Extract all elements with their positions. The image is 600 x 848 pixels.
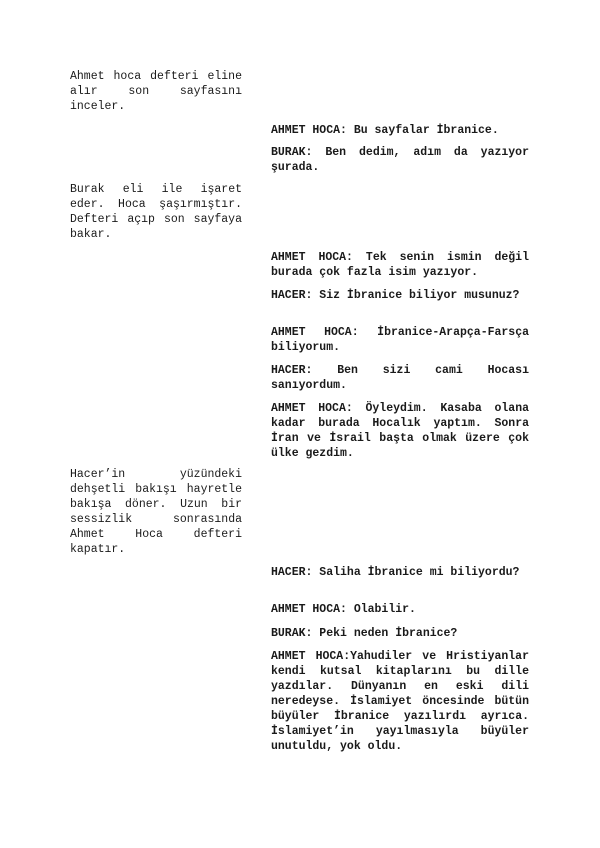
- dialogue-line-10: BURAK: Peki neden İbranice?: [271, 627, 458, 640]
- action-line-2: Burak eli ile işaret eder. Hoca şaşırmıştır. Defteri açıp son sayfaya bakar.: [70, 183, 242, 241]
- dialogue-line-3: AHMET HOCA: Tek senin ismin değil burada çok fazla isim yazıyor.: [271, 251, 529, 279]
- dialogue-line-7: AHMET HOCA: Öyleydim. Kasaba olana kadar burada Hocalık yaptım. Sonra İran ve İsrail başta olmak üzere çok ülke gezdim.: [271, 402, 529, 460]
- dialogue-line-9: AHMET HOCA: Olabilir.: [271, 603, 416, 616]
- dialogue-line-8: HACER: Saliha İbranice mi biliyordu?: [271, 566, 520, 579]
- dialogue-line-5: AHMET HOCA: İbranice-Arapça-Farsça biliyorum.: [271, 326, 529, 354]
- action-line-1: Ahmet hoca defteri eline alır son sayfasını inceler.: [70, 70, 242, 113]
- dialogue-line-6: HACER: Ben sizi cami Hocası sanıyordum.: [271, 364, 529, 392]
- dialogue-line-1: AHMET HOCA: Bu sayfalar İbranice.: [271, 124, 499, 137]
- dialogue-line-2: BURAK: Ben dedim, adım da yazıyor şurada.: [271, 146, 529, 174]
- dialogue-line-4: HACER: Siz İbranice biliyor musunuz?: [271, 289, 520, 302]
- action-line-3: Hacer’in yüzündeki dehşetli bakışı hayretle bakışa döner. Uzun bir sessizlik sonrasında Ahmet Hoca defteri kapatır.: [70, 468, 242, 556]
- dialogue-line-11: AHMET HOCA:Yahudiler ve Hristiyanlar kendi kutsal kitaplarını bu dille yazdılar. Dünyanın en eski dili neredeyse. İslamiyet öncesinde bütün büyüler İbranice yazılırdı ayrıca. İslamiyet’in yayılmasıyla büyüler unutuldu, yok oldu.: [271, 650, 529, 753]
